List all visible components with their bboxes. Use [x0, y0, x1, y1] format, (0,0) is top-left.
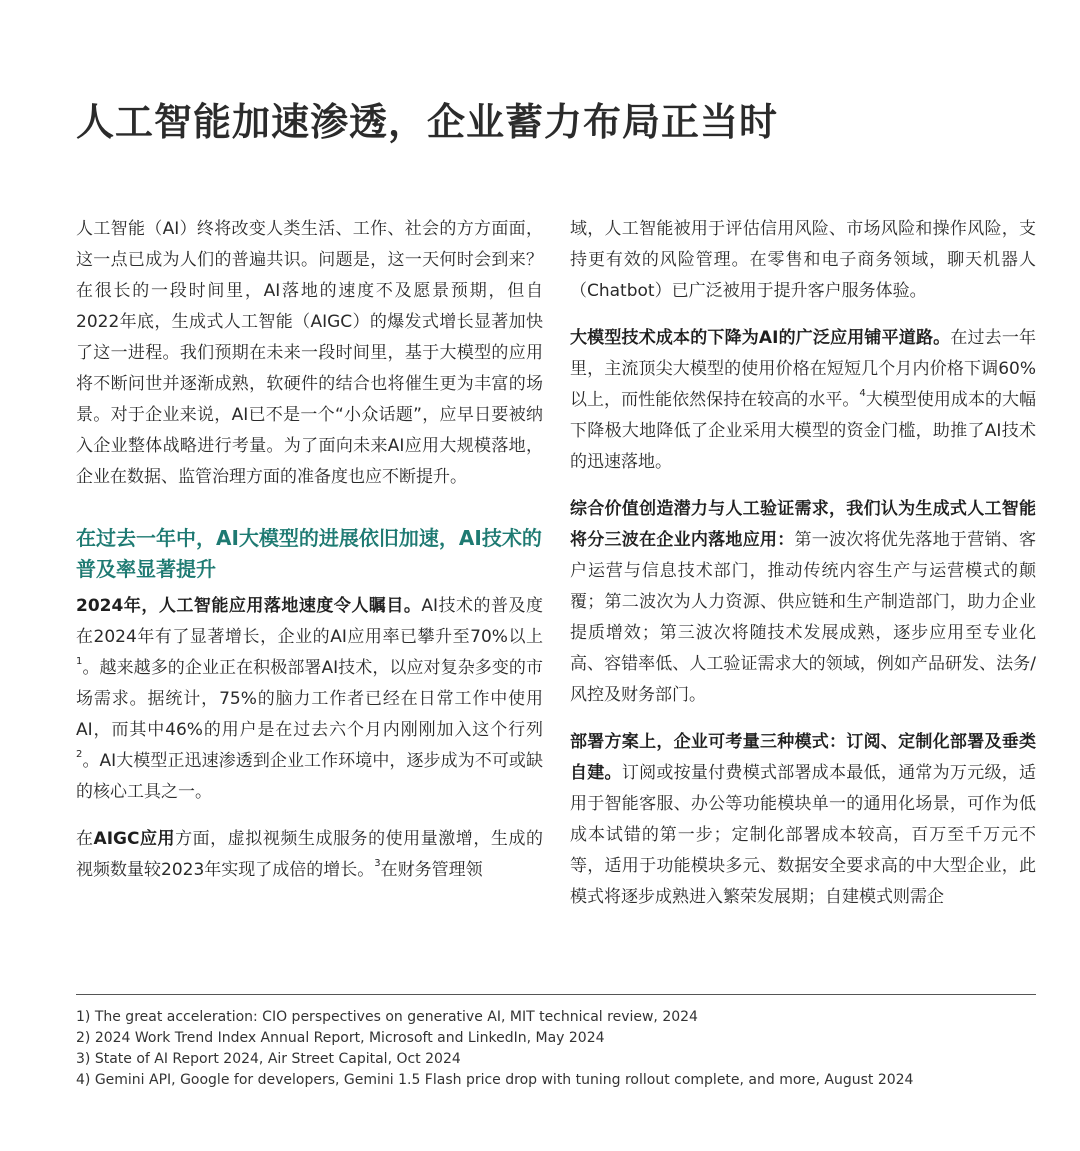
cost-lead: 大模型技术成本的下降为AI的广泛应用铺平道路。 — [570, 328, 951, 348]
adoption-paragraph — [76, 591, 543, 808]
footnote-item: 3) State of AI Report 2024, Air Street Capital, Oct 2024 — [76, 1051, 461, 1067]
footnote-ref-4: 4 — [859, 388, 866, 400]
aigc-lead: AIGC应用 — [93, 829, 176, 849]
three-waves-paragraph — [570, 494, 1036, 711]
page-title: 人工智能加速渗透，企业蓄力布局正当时 — [76, 100, 779, 144]
aigc-paragraph — [76, 824, 543, 886]
finance-retail-paragraph: 域，人工智能被用于评估信用风险、市场风险和操作风险，支持更有效的风险管理。在零售和电子商务领域，聊天机器人（Chatbot）已广泛被用于提升客户服务体验。 — [570, 219, 1036, 301]
right-column — [570, 214, 1036, 913]
footnote-ref-2: 2 — [76, 749, 83, 761]
adoption-text-a: AI技术的普及度在2024年有了显著增长，企业的AI应用率已攀升至70%以上 — [76, 596, 543, 647]
left-column — [76, 214, 543, 886]
deployment-text: 订阅或按量付费模式部署成本最低，通常为万元级，适用于智能客服、办公等功能模块单一的通用化场景，可作为低成本试错的第一步；定制化部署成本较高，百万至千万元不等，适用于功能模块多元、数据安全要求高的中大型企业，此模式将逐步成熟进入繁荣发展期；自建模式则需企 — [570, 763, 1037, 907]
cost-paragraph — [570, 323, 1036, 478]
aigc-text-b: 在财务管理领 — [380, 860, 483, 880]
cost-text-a: 在过去一年里，主流顶尖大模型的使用价格在短短几个月内价格下调60%以上，而性能依然保持在较高的水平。 — [570, 328, 1037, 410]
three-waves-lead: 综合价值创造潜力与人工验证需求，我们认为生成式人工智能将分三波在企业内落地应用： — [570, 499, 1036, 550]
aigc-prefix: 在 — [76, 829, 94, 849]
adoption-text-b: 。越来越多的企业正在积极部署AI技术，以应对复杂多变的市场需求。据统计，75%的脑力工作者已经在日常工作中使用AI，而其中46%的用户是在过去六个月内刚刚加入这个行列 — [76, 658, 543, 740]
footnote-ref-3: 3 — [374, 858, 381, 870]
adoption-text-c: 。AI大模型正迅速渗透到企业工作环境中，逐步成为不可或缺的核心工具之一。 — [76, 751, 543, 802]
footnote-ref-1: 1 — [76, 656, 83, 668]
footnote-item: 4) Gemini API, Google for developers, Gemini 1.5 Flash price drop with tuning rollout complete, and more, August 2024 — [76, 1072, 914, 1088]
aigc-text-a: 方面，虚拟视频生成服务的使用量激增，生成的视频数量较2023年实现了成倍的增长。 — [76, 829, 543, 880]
footnotes — [76, 994, 1036, 1091]
cost-text-b: 大模型使用成本的大幅下降极大地降低了企业采用大模型的资金门槛，助推了AI技术的迅速落地。 — [570, 390, 1037, 472]
three-waves-text: 第一波次将优先落地于营销、客户运营与信息技术部门，推动传统内容生产与运营模式的颠覆；第二波次为人力资源、供应链和生产制造部门，助力企业提质增效；第三波次将随技术发展成熟，逐步应用至专业化高、容错率低、人工验证需求大的领域，例如产品研发、法务/风控及财务部门。 — [570, 530, 1036, 705]
section-heading: 在过去一年中，AI大模型的进展依旧加速，AI技术的普及率显著提升 — [76, 526, 542, 581]
footnote-item: 1) The great acceleration: CIO perspectives on generative AI, MIT technical review, 2024 — [76, 1009, 698, 1025]
intro-paragraph: 人工智能（AI）终将改变人类生活、工作、社会的方方面面，这一点已成为人们的普遍共识。问题是，这一天何时会到来？在很长的一段时间里，AI落地的速度不及愿景预期，但自2022年底，生成式人工智能（AIGC）的爆发式增长显著加快了这一进程。我们预期在未来一段时间里，基于大模型的应用将不断问世并逐渐成熟，软硬件的结合也将催生更为丰富的场景。对于企业来说，AI已不是一个“小众话题”，应早日要被纳入企业整体战略进行考量。为了面向未来AI应用大规模落地，企业在数据、监管治理方面的准备度也应不断提升。 — [76, 219, 543, 487]
deployment-lead: 部署方案上，企业可考量三种模式：订阅、定制化部署及垂类自建。 — [570, 732, 1036, 783]
deployment-paragraph — [570, 727, 1036, 913]
adoption-lead: 2024年，人工智能应用落地速度令人瞩目。 — [76, 596, 422, 616]
footnote-item: 2) 2024 Work Trend Index Annual Report, Microsoft and LinkedIn, May 2024 — [76, 1030, 605, 1046]
